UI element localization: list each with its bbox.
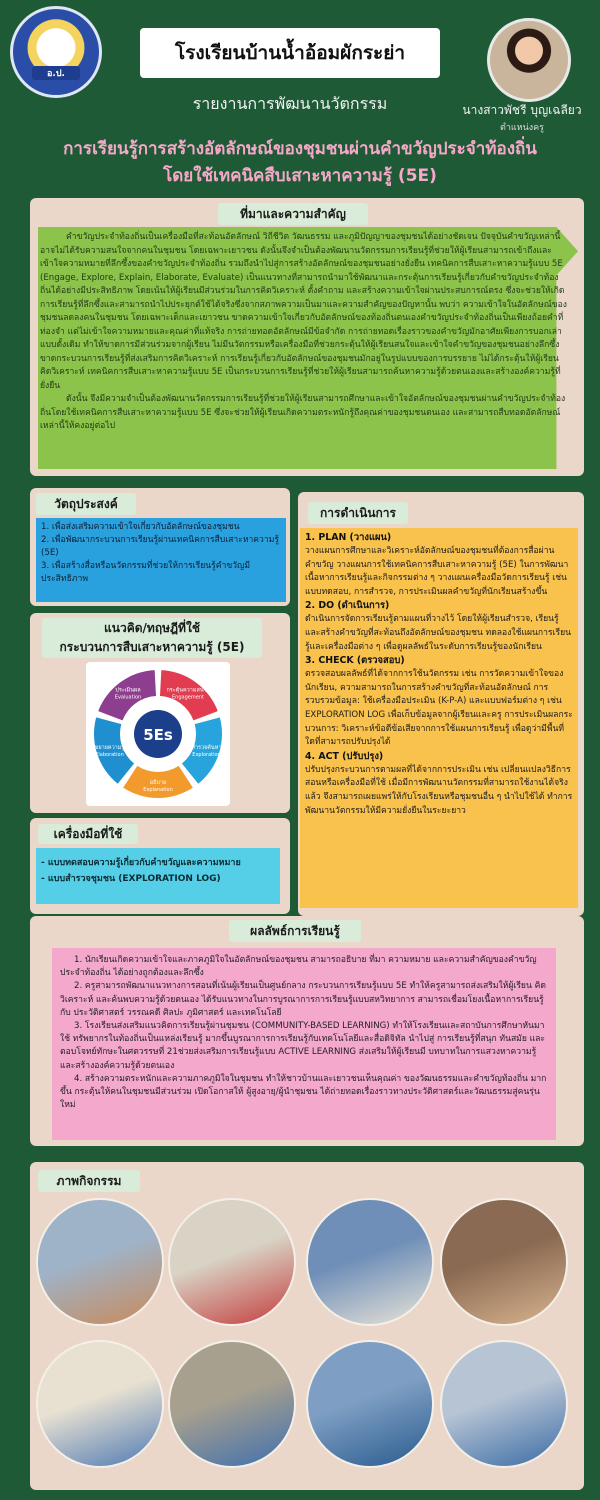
five-e-segment-english-label: Elaboration xyxy=(95,751,124,758)
objective-item: 3. เพื่อสร้างสื่อหรือนวัตกรรมที่ช่วยให้การเรียนรู้คำขวัญมีประสิทธิภาพ xyxy=(41,561,251,584)
result-item: 3. โรงเรียนส่งเสริมแนวคิดการเรียนรู้ผ่านชุมชน (COMMUNITY-BASED LEARNING) ทำให้โรงเรียนและสถาบันการศึกษาหันมาใช้ ทรัพยากรในท้องถิ่นเป็นแหล่งเรียนรู้ มากขึ้นบูรณาการการเรียนรู้กับเทคโนโลยีและสื่อดิจิทัล นำไปสู่ การเรียนรู้ที่สนุก ทันสมัย และตอบโจทย์ทักษะในศตวรรษที่ 21ช่วยส่งเสริมการเรียนรู้แบบ ACTIVE LEARNING ส่งเสริมให้ผู้เรียนมี บทบาทในการแสวงหาความรู้และสร้างองค์ความรู้ด้วยตนเอง xyxy=(60,1021,546,1071)
phase-act-text: ปรับปรุงกระบวนการตามผลที่ได้จากการประเมิน เช่น เปลี่ยนแปลงวิธีการสอนหรือเครื่องมือที่ใช้ เมื่อมีการพัฒนานวัตกรรมที่สามารถใช้งานได้จริงแล้ว จึงสามารถเผยแพร่ให้กับโรงเรียนหรือชุมชนอื่น ๆ นำไปใช้ได้ ทำการพัฒนานวัตกรรมให้มีความยั่งยืนในระยะยาว xyxy=(305,764,573,816)
results-heading: ผลลัพธ์การเรียนรู้ xyxy=(229,920,361,942)
school-name-banner: โรงเรียนบ้านน้ำอ้อมผักระย่า xyxy=(140,28,440,78)
five-e-segment-thai-label: อธิบาย xyxy=(149,780,167,786)
activity-photo-presentation xyxy=(306,1340,434,1468)
five-e-segment-english-label: Exploration xyxy=(192,751,221,758)
results-list xyxy=(52,948,556,1140)
main-title xyxy=(20,136,580,190)
objective-item: 2. เพื่อพัฒนากระบวนการเรียนรู้ผ่านเทคนิคการสืบเสาะหาความรู้ (5E) xyxy=(41,535,279,558)
five-e-segment-thai-label: สำรวจค้นหา xyxy=(191,744,222,751)
activity-photo-interview xyxy=(440,1198,568,1326)
activity-photo-writing xyxy=(36,1340,164,1468)
phase-do-text: ดำเนินการจัดการเรียนรู้ตามแผนที่วางไว้ โดยให้ผู้เรียนสำรวจ, เรียนรู้ และสร้างคำขวัญที่สะท้อนถึงอัตลักษณ์ของชุมชน ทดลองใช้แผนการเรียนรู้และเครื่องมือต่าง ๆ เพื่อดูผลลัพธ์ในระดับการเรียนรู้ของนักเรียน xyxy=(305,614,571,652)
tools-heading: เครื่องมือที่ใช้ xyxy=(38,824,138,844)
result-item: 4. สร้างความตระหนักและความภาคภูมิใจในชุมชน ทำให้ชาวบ้านและเยาวชนเห็นคุณค่า ของวัฒนธรรมและคำขวัญท้องถิ่น มากขึ้น กระตุ้นให้คนในชุมชนมีส่วนร่วม เปิดโอกาสให้ ผู้สูงอายุ/ผู้นำชุมชน ได้ถ่ายทอดเรื่องราวทางประวัติศาสตร์และวัฒนธรรมสู่คนรุ่นใหม่ xyxy=(60,1073,547,1111)
phase-check-title: 3. CHECK (ตรวจสอบ) xyxy=(305,655,405,667)
phase-do-title: 2. DO (ดำเนินการ) xyxy=(305,600,390,612)
five-e-segment-thai-label: กระตุ้นความสนใจ xyxy=(166,687,210,694)
tool-item: - แบบทดสอบความรู้เกี่ยวกับคำขวัญและความหมาย xyxy=(41,858,241,868)
result-item: 2. ครูสามารถพัฒนาแนวทางการสอนที่เน้นผู้เรียนเป็นศูนย์กลาง กระบวนการเรียนรู้แบบ 5E ทำให้ครูสามารถส่งเสริมให้ผู้เรียน คิด วิเคราะห์ และค้นพบความรู้ด้วยตนเอง ได้รับแนวทางในการบูรณาการการเรียนรู้แบบสหวิทยาการ สามารถเชื่อมโยงเนื้อหาการเรียนรู้กับ ประวัติศาสตร์ วรรณคดี ศิลปะ ภูมิศาสตร์ และเทคโนโลยี xyxy=(60,981,546,1018)
five-e-segment-english-label: Evaluation xyxy=(114,694,142,701)
five-e-cycle-svg xyxy=(86,662,230,806)
theory-heading-line-1: แนวคิด/ทฤษฎีที่ใช้ xyxy=(104,621,200,635)
activity-photo-elder-visit xyxy=(168,1340,296,1468)
five-e-center-label: 5Es xyxy=(143,726,173,744)
five-e-segment-english-label: Explanation xyxy=(143,787,173,793)
teacher-name: นางสาวพัชรี บุญเฉลียว xyxy=(462,103,582,117)
school-logo xyxy=(10,6,102,98)
phase-plan-title: 1. PLAN (วางแผน) xyxy=(305,532,392,543)
activity-photo-students-standing xyxy=(168,1198,296,1326)
tool-item: - แบบสำรวจชุมชน (EXPLORATION LOG) xyxy=(41,874,221,884)
five-e-segment-thai-label: ประเมินผล xyxy=(115,687,141,694)
phase-act-title: 4. ACT (ปรับปรุง) xyxy=(305,750,384,762)
theory-heading xyxy=(42,618,262,658)
main-title-line-1: การเรียนรู้การสร้างอัตลักษณ์ของชุมชนผ่านคำขวัญประจำท้องถิ่น xyxy=(63,139,537,159)
theory-heading-line-2: กระบวนการสืบเสาะหาความรู้ (5E) xyxy=(59,640,245,654)
background-heading: ที่มาและความสำคัญ xyxy=(218,203,368,225)
five-e-segment-english-label: Engagement xyxy=(172,694,204,701)
activity-photo-class-group xyxy=(440,1340,568,1468)
phase-check-text: ตรวจสอบผลลัพธ์ที่ได้จากการใช้นวัตกรรม เช่น การวัดความเข้าใจของนักเรียน, ความสามารถในการสร้างคำขวัญที่สะท้อนอัตลักษณ์ การรวบรวมข้อมูล: ใช้เครื่องมือประเมิน (K-P-A) และแบบฟอร์มต่าง ๆ เช่น EXPLORATION LOG เพื่อเก็บข้อมูลจากผู้เรียนและครู การประเมินผลกระบวนการ: วิเคราะห์ข้อดีข้อเสียจากการใช้แผนการเรียนรู้ เพื่อดูว่ามีพื้นที่ใดที่สามารถปรับปรุงได้ xyxy=(305,669,573,748)
five-e-cycle-diagram xyxy=(86,662,230,806)
result-item: 1. นักเรียนเกิดความเข้าใจและภาคภูมิใจในอัตลักษณ์ของชุมชน สามารถอธิบาย ที่มา ความหมาย และความสำคัญของคำขวัญประจำท้องถิ่น ได้อย่างถูกต้องและลึกซึ้ง xyxy=(60,955,537,979)
process-steps xyxy=(300,528,578,908)
activities-heading: ภาพกิจกรรม xyxy=(38,1170,140,1192)
activity-photo-classroom-1 xyxy=(36,1198,164,1326)
activity-photo-group-work xyxy=(306,1198,434,1326)
main-title-line-2: โดยใช้เทคนิคสืบเสาะหาความรู้ (5E) xyxy=(163,166,437,186)
objectives-list xyxy=(36,518,286,602)
teacher-position: ตำแหน่งครู xyxy=(499,123,545,133)
background-paragraph-2: ดังนั้น จึงมีความจำเป็นต้องพัฒนานวัตกรรมการเรียนรู้ที่ช่วยให้ผู้เรียนสามารถศึกษาและเข้าใจอัตลักษณ์ของชุมชนผ่านคำขวัญประจำท้องถิ่นโดยใช้เทคนิคการสืบเสาะหาความรู้แบบ 5E ซึ่งจะช่วยให้ผู้เรียนเกิดความตระหนักรู้ถึงคุณค่าของชุมชนตนเอง และสามารถสืบทอดอัตลักษณ์เหล่านี้ให้คงอยู่ต่อไป xyxy=(40,394,566,431)
teacher-avatar xyxy=(487,18,571,102)
process-heading: การดำเนินการ xyxy=(308,502,408,524)
background-text xyxy=(40,231,568,434)
school-logo-text: อ.ป. xyxy=(32,66,80,80)
objective-item: 1. เพื่อส่งเสริมความเข้าใจเกี่ยวกับอัตลักษณ์ของชุมชน xyxy=(41,522,240,532)
objectives-heading: วัตถุประสงค์ xyxy=(36,493,136,515)
background-paragraph-1: คำขวัญประจำท้องถิ่นเป็นเครื่องมือที่สะท้อนอัตลักษณ์ วิถีชีวิต วัฒนธรรม และภูมิปัญญาของชุมชนได้อย่างชัดเจน ปัจจุบันคำขวัญเหล่านี้อาจไม่ได้รับความสนใจจากคนในชุมชน โดยเฉพาะเยาวชน ดังนั้นจึงจำเป็นต้องพัฒนานวัตกรรมการเรียนรู้ที่ช่วยให้ผู้เรียนสามารถเข้าถึงและเข้าใจความหมายที่ลึกซึ้งของคำขวัญประจำท้องถิ่น รวมถึงนำไปสู่การสร้างอัตลักษณ์ของชุมชนอย่างยั่งยืน เทคนิคการสืบเสาะหาความรู้แบบ 5E (Engage, Explore, Explain, Elaborate, Evaluate) เป็นแนวทางที่สามารถนำมาใช้พัฒนาและกระตุ้นการเรียนรู้เกี่ยวกับคำขวัญประจำท้องถิ่นได้อย่างมีประสิทธิภาพ โดยเน้นให้ผู้เรียนมีส่วนร่วมในการคิดวิเคราะห์ ตั้งคำถาม และสร้างความเข้าใจผ่านประสบการณ์ตรง ซึ่งจะช่วยให้เกิดการเรียนรู้ที่ลึกซึ้งและสามารถนำไปประยุกต์ใช้ได้จริงซึ่งจากสภาพความเป็นมาและความสำคัญของปัญหานั้น พบว่า ความเข้าใจในอัตลักษณ์ของชุมชนลดลงคนในชุมชน โดยเฉพาะเด็กและเยาวชน ขาดความเข้าใจเกี่ยวกับอัตลักษณ์ของท้องถิ่นตนเองคำขวัญประจำท้องถิ่นเป็นเพียงถ้อยคำที่ท่องจำ แต่ไม่เข้าใจความหมายและคุณค่าที่แท้จริง การถ่ายทอดอัตลักษณ์มีข้อจำกัด การถ่ายทอดเรื่องราวของคำขวัญมักอาศัยเพียงการบอกเล่าแบบดั้งเดิม ทำให้ขาดการมีส่วนร่วมจากผู้เรียน ไม่มีนวัตกรรมหรือเครื่องมือที่ช่วยกระตุ้นให้ผู้เรียนสนใจและเข้าใจคำขวัญของชุมชนอย่างลึกซึ้ง ขาดกระบวนการเรียนรู้ที่ส่งเสริมการคิดวิเคราะห์ การเรียนรู้เกี่ยวกับอัตลักษณ์ของชุมชนมักอยู่ในรูปแบบของการบรรยาย ไม่ได้กระตุ้นให้ผู้เรียนคิดวิเคราะห์ เทคนิคการสืบเสาะหาความรู้แบบ 5E เป็นกระบวนการเรียนรู้ที่ช่วยให้ผู้เรียนสามารถค้นหาความรู้ด้วยตนเองและสร้างองค์ความรู้ที่ยั่งยืน xyxy=(40,232,567,391)
report-title: รายงานการพัฒนานวัตกรรม xyxy=(192,94,388,113)
five-e-segment-thai-label: ขยายความรู้ xyxy=(94,744,125,751)
phase-plan-text: วางแผนการศึกษาและวิเคราะห์อัตลักษณ์ของชุมชนที่ต้องการสื่อผ่านคำขวัญ วางแผนการใช้เทคนิคการสืบเสาะหาความรู้ (5E) ในการพัฒนาเนื้อหาการเรียนรู้และกิจกรรมต่าง ๆ วางแผนเครื่องมือวัดการเรียนรู้ เช่น แบบทดสอบ, การสำรวจ, การประเมินผลคำขวัญที่นักเรียนสร้างขึ้น xyxy=(305,546,569,597)
tools-list xyxy=(36,848,280,904)
